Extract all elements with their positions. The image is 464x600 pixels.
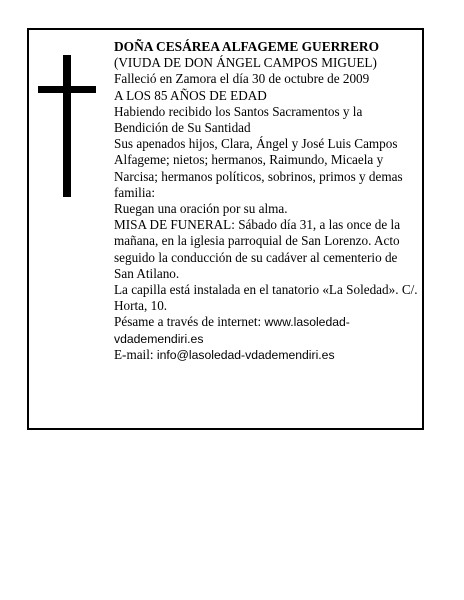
- funeral-paragraph: MISA DE FUNERAL: Sábado día 31, a las once de la mañana, en la iglesia parroquial de San Lorenzo. Acto seguido la conducción de su cadáver al cementerio de San Atilano.: [114, 217, 401, 281]
- website-link[interactable]: www.lasoledad-vdademendiri.es: [114, 315, 350, 346]
- email-link[interactable]: info@lasoledad-vdademendiri.es: [156, 347, 335, 362]
- cross-icon: [38, 55, 96, 197]
- condolences-line: [114, 314, 418, 346]
- email-label: E-mail:: [114, 346, 157, 362]
- prayer-request: Ruegan una oración por su alma.: [114, 201, 288, 217]
- death-line: Falleció en Zamora el día 30 de octubre de 2009: [114, 71, 370, 87]
- obituary-text: [114, 39, 418, 363]
- chapel-paragraph: La capilla está instalada en el tanatorio «La Soledad». C/. Horta, 10.: [114, 282, 418, 314]
- email-line: [114, 347, 418, 363]
- cross-vertical-bar: [63, 55, 71, 197]
- widow-of-line: (VIUDA DE DON ÁNGEL CAMPOS MIGUEL): [114, 55, 377, 71]
- sacraments-paragraph: Habiendo recibido los Santos Sacramentos y la Bendición de Su Santidad: [114, 103, 363, 136]
- cross-horizontal-bar: [38, 86, 96, 93]
- family-paragraph: Sus apenados hijos, Clara, Ángel y José Luis Campos Alfageme; nietos; hermanos, Raimundo, Micaela y Narcisa; hermanos políticos, sobrinos, primos y demas familia:: [114, 136, 403, 200]
- deceased-name: DOÑA CESÁREA ALFAGEME GUERRERO: [114, 39, 379, 54]
- condolences-label: Pésame a través de internet:: [114, 314, 265, 330]
- age-line: A LOS 85 AÑOS DE EDAD: [114, 87, 267, 103]
